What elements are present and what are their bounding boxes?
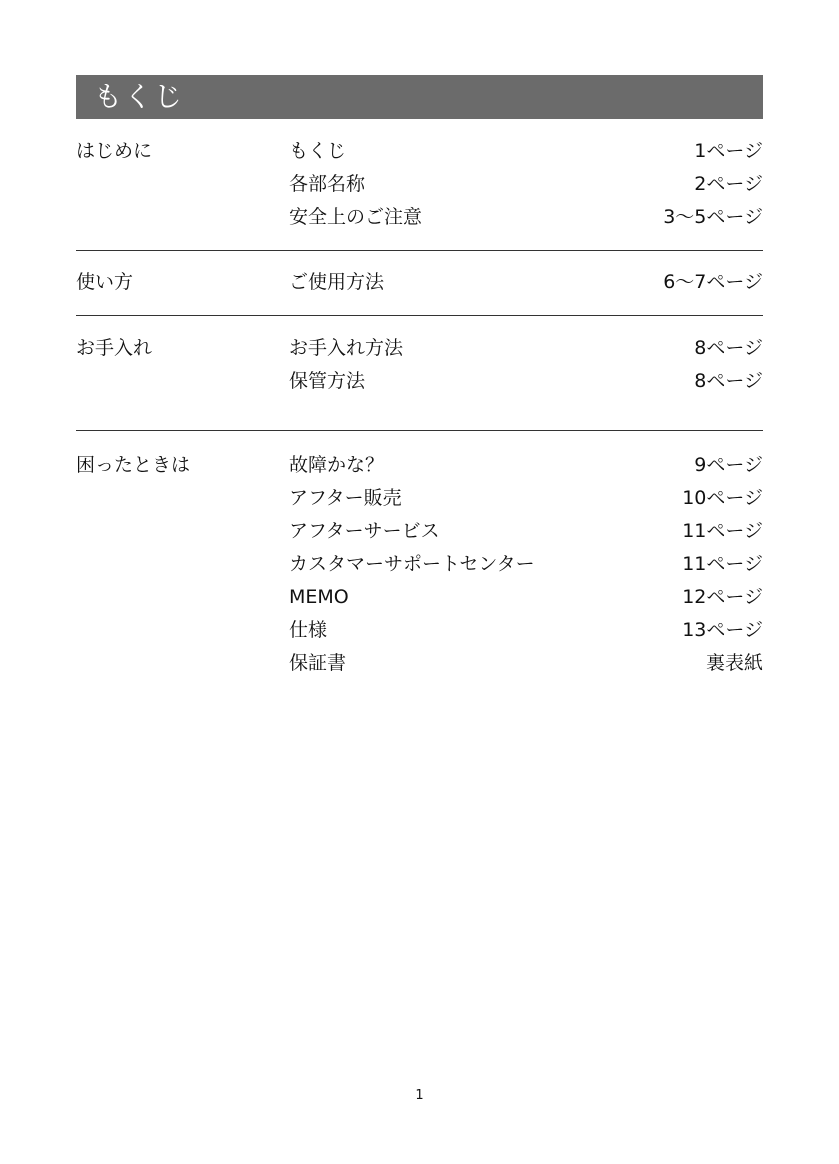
toc-entry[interactable] <box>289 515 763 548</box>
toc-entry[interactable] <box>289 266 763 299</box>
toc-entry[interactable] <box>289 614 763 647</box>
toc-entry[interactable] <box>289 168 763 201</box>
toc-entry[interactable] <box>289 647 763 680</box>
entry-title: お手入れ方法 <box>289 337 404 359</box>
entry-page: 9ページ <box>694 454 763 476</box>
entry-title: 安全上のご注意 <box>289 206 423 228</box>
entry-title: もくじ <box>289 140 347 162</box>
entry-page: 2ページ <box>694 173 763 195</box>
toc-entry[interactable] <box>289 482 763 515</box>
toc-section-introduction <box>76 133 763 250</box>
entry-page: 10ページ <box>682 487 763 509</box>
section-label: お手入れ <box>76 337 153 359</box>
entry-title: MEMO <box>289 586 349 608</box>
section-label: はじめに <box>76 140 153 162</box>
entry-page: 1ページ <box>694 140 763 162</box>
toc-entry[interactable] <box>289 449 763 482</box>
entry-page: 裏表紙 <box>705 652 763 674</box>
entry-title: 各部名称 <box>289 173 366 195</box>
entry-page: 6〜7ページ <box>663 271 763 293</box>
entry-page: 11ページ <box>682 553 763 575</box>
toc-section-usage <box>76 250 763 315</box>
section-entries <box>289 332 763 398</box>
entry-title: カスタマーサポートセンター <box>289 553 535 575</box>
entry-page: 13ページ <box>682 619 763 641</box>
entry-title: 保管方法 <box>289 370 366 392</box>
page-title: もくじ <box>94 80 185 113</box>
entry-title: 仕様 <box>289 619 328 641</box>
toc-entry[interactable] <box>289 548 763 581</box>
entry-title: ご使用方法 <box>289 271 385 293</box>
section-entries <box>289 266 763 299</box>
page-title-bar <box>76 75 763 119</box>
toc-entry[interactable] <box>289 581 763 614</box>
toc-entry[interactable] <box>289 201 763 234</box>
page-number: 1 <box>415 1088 424 1103</box>
entry-title: 保証書 <box>289 652 347 674</box>
toc-section-maintenance <box>76 315 763 430</box>
entry-page: 12ページ <box>682 586 763 608</box>
entry-title: アフター販売 <box>289 487 402 509</box>
entry-page: 8ページ <box>694 370 763 392</box>
table-of-contents <box>76 133 763 680</box>
section-entries <box>289 135 763 234</box>
entry-page: 8ページ <box>694 337 763 359</box>
entry-page: 11ページ <box>682 520 763 542</box>
toc-entry[interactable] <box>289 135 763 168</box>
toc-entry[interactable] <box>289 365 763 398</box>
entry-title: 故障かな？ <box>289 454 385 476</box>
section-label: 困ったときは <box>76 454 191 476</box>
entry-page: 3〜5ページ <box>663 206 763 228</box>
section-entries <box>289 449 763 680</box>
toc-entry[interactable] <box>289 332 763 365</box>
entry-title: アフターサービス <box>289 520 440 542</box>
section-label: 使い方 <box>76 271 134 293</box>
toc-section-troubleshooting <box>76 430 763 680</box>
